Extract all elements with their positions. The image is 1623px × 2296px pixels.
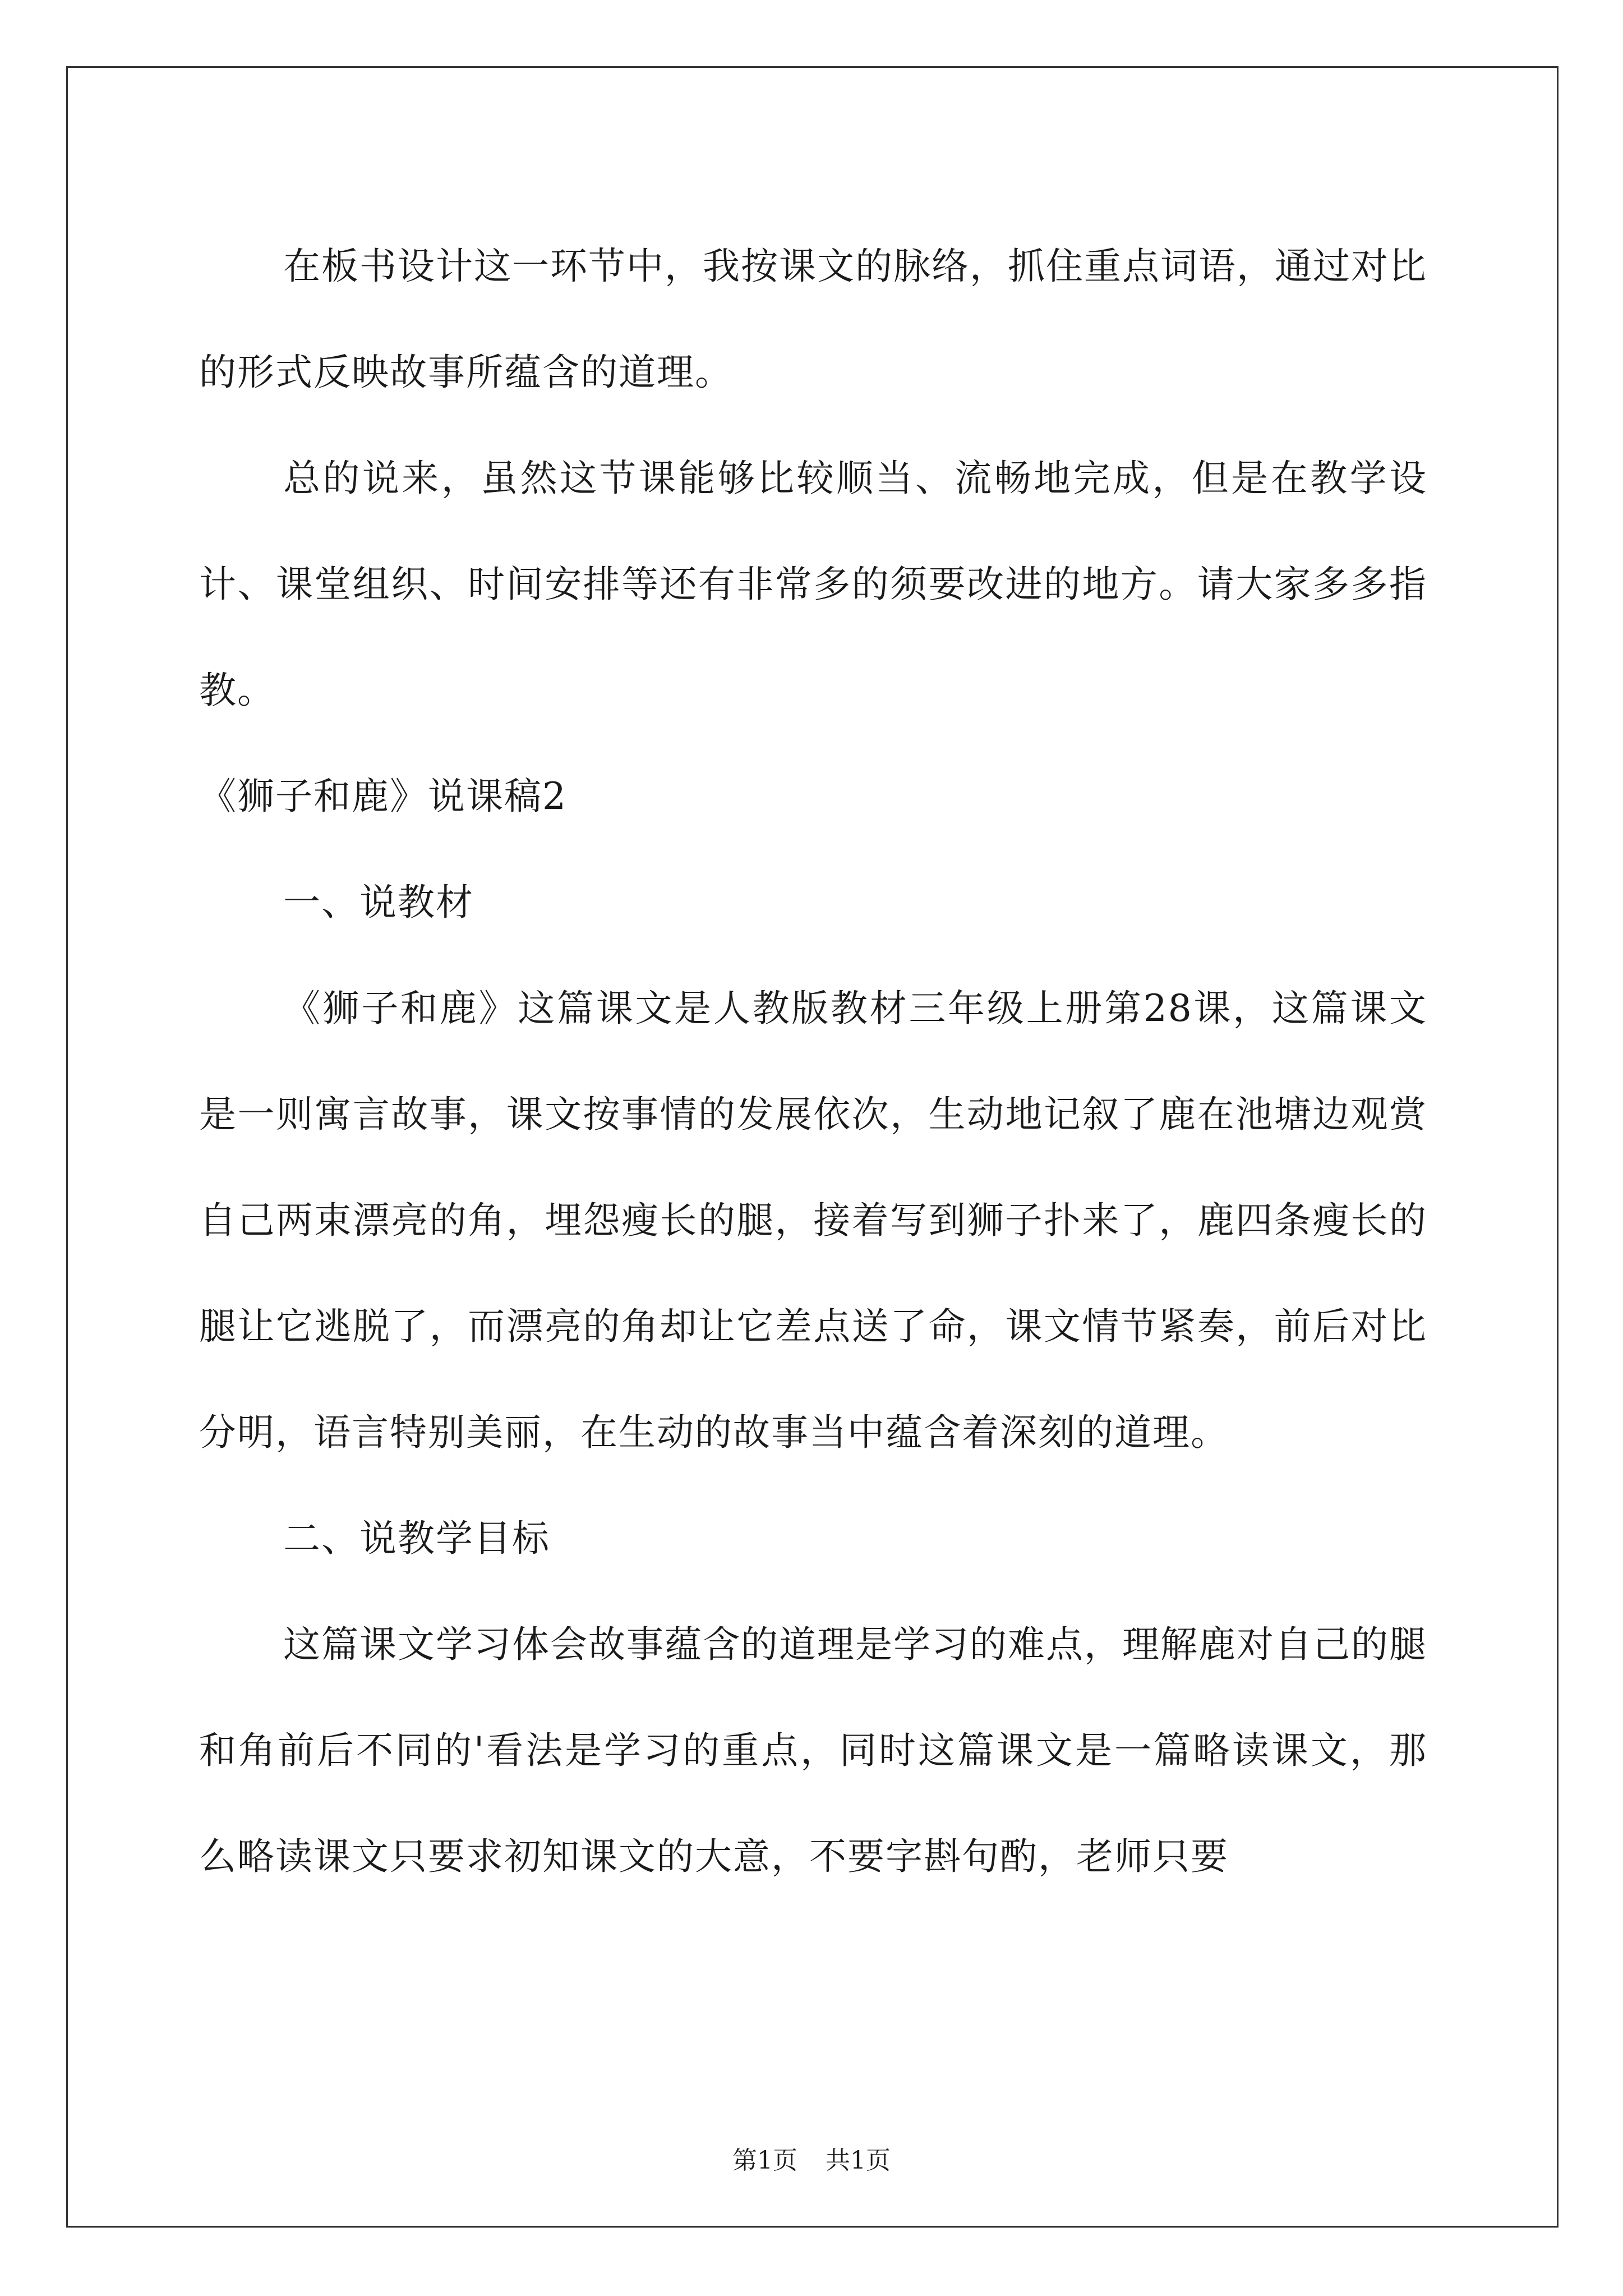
page-number: 第1页 (732, 2146, 797, 2175)
paragraph-summary: 总的说来，虽然这节课能够比较顺当、流畅地完成，但是在教学设计、课堂组织、时间安排等还有非常多的须要改进的地方。请大家多多指教。 (199, 457, 1427, 712)
heading-teaching-goals: 二、说教学目标 (283, 1517, 550, 1560)
section-title: 《狮子和鹿》说课稿2 (199, 775, 567, 818)
paragraph-board-design: 在板书设计这一环节中，我按课文的脉络，抓住重点词语，通过对比的形式反映故事所蕴含的道理。 (199, 245, 1427, 394)
page-footer (0, 2144, 1623, 2178)
paragraph-textbook: 《狮子和鹿》这篇课文是人教版教材三年级上册第28课，这篇课文是一则寓言故事，课文按事情的发展依次，生动地记叙了鹿在池塘边观赏自己两束漂亮的角，埋怨瘦长的腿，接着写到狮子扑来了，鹿四条瘦长的腿让它逃脱了，而漂亮的角却让它差点送了命，课文情节紧奏，前后对比分明，语言特别美丽，在生动的故事当中蕴含着深刻的道理。 (199, 987, 1427, 1454)
document-body (199, 213, 1427, 1910)
paragraph-teaching-goals: 这篇课文学习体会故事蕴含的道理是学习的难点，理解鹿对自己的腿和角前后不同的'看法是学习的重点，同时这篇课文是一篇略读课文，那么略读课文只要求初知课文的大意，不要字斟句酌，老师只要 (199, 1623, 1427, 1878)
heading-textbook: 一、说教材 (283, 881, 474, 924)
page-total: 共1页 (826, 2146, 891, 2175)
